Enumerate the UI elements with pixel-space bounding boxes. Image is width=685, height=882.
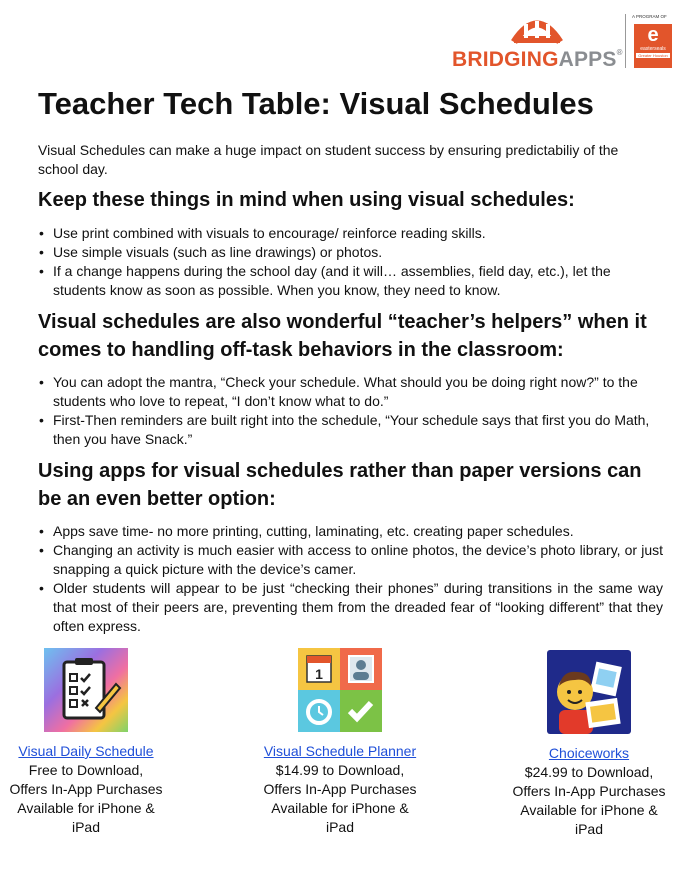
list-item: • Older students will appear to be just “checking their phones” during transitions in the same way that most of their peers are, preventing them from the dreaded fear of “looking different” that they often express. [53,579,663,636]
app-availability: Available for iPhone & [520,802,658,818]
section-heading-2: Visual schedules are also wonderful “teacher’s helpers” when it comes to handling off-task behaviors in the classroom: [38,311,647,361]
app-price: $24.99 to Download, [524,764,654,780]
app-link-visual-daily-schedule[interactable]: Visual Daily Schedule [18,743,154,759]
list-item: • Apps save time- no more printing, cutting, laminating, etc. creating paper schedules. [53,522,663,541]
checklist-icon[interactable] [44,648,128,732]
app-purchases: Offers In-App Purchases [9,781,163,797]
app-availability: Available for iPhone & [17,800,155,816]
bridge-icon [510,12,564,46]
list-item: • First-Then reminders are built right into the schedule, “Your schedule says that first you do Math, then you have Snack.” [53,411,663,449]
list-item: • Changing an activity is much easier with access to online photos, the device’s photo library, or just snapping a quick picture with the device’s camer. [53,541,663,579]
app-card-visual-daily-schedule [0,648,172,837]
app-link-choiceworks[interactable]: Choiceworks [548,745,630,761]
app-price: $14.99 to Download, [275,762,405,778]
app-card-visual-schedule-planner [254,648,426,837]
brand-name: BRIDGINGAPPS® [452,48,623,71]
logo-divider [625,14,626,68]
bridgingapps-logo [452,10,668,71]
app-purchases: Offers In-App Purchases [263,781,417,797]
section-list-1 [38,224,663,300]
app-purchases: Offers In-App Purchases [512,783,666,799]
choiceworks-icon[interactable] [547,650,631,734]
app-availability-device: iPad [325,819,355,835]
app-availability: Available for iPhone & [271,800,409,816]
list-item: • If a change happens during the school day (and it will… assemblies, field day, etc.), let the students know as soon as possible. When you know, they need to know. [53,262,663,300]
list-item: • You can adopt the mantra, “Check your schedule. What should you be doing right now?” to the students who love to repeat, “I don’t know what to do.” [53,373,663,411]
section-heading-1: Keep these things in mind when using visual schedules: [38,189,575,211]
intro-text: Visual Schedules can make a huge impact on student success by ensuring predictabiliy of the school day. [38,142,619,177]
section-heading-3: Using apps for visual schedules rather than paper versions can be an even better option: [38,460,642,510]
section-list-2 [38,373,663,449]
app-card-choiceworks [503,650,675,839]
section-list-3 [38,522,663,636]
program-of-label: A PROGRAM OF [632,14,667,19]
app-availability-device: iPad [71,819,101,835]
easterseals-logo: e easterseals Greater Houston [634,24,672,68]
app-availability-device: iPad [574,821,604,837]
list-item: • Use print combined with visuals to encourage/ reinforce reading skills. [53,224,663,243]
list-item: • Use simple visuals (such as line drawings) or photos. [53,243,663,262]
page-title: Teacher Tech Table: Visual Schedules [38,86,594,121]
svg-text:1: 1 [315,666,323,682]
app-link-visual-schedule-planner[interactable]: Visual Schedule Planner [263,743,417,759]
app-price: Free to Download, [28,762,144,778]
planner-icon[interactable] [298,648,382,732]
